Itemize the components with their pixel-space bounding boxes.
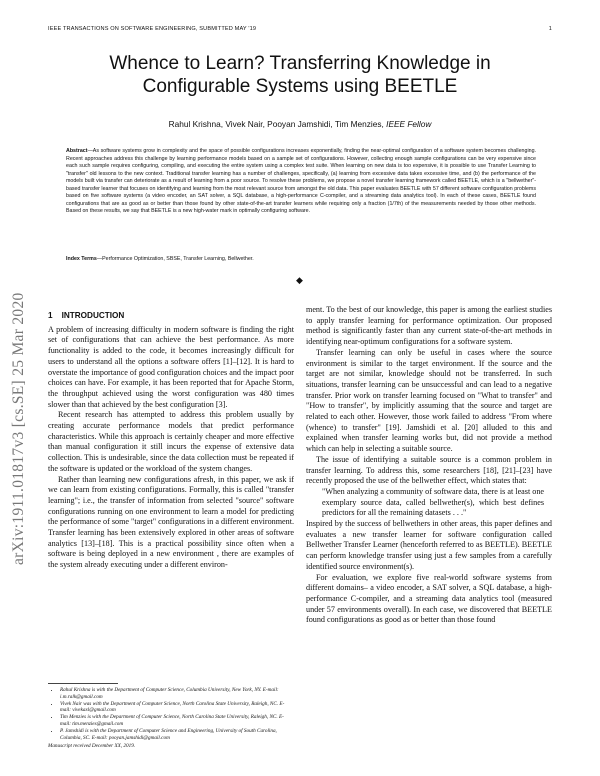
index-terms-label: Index Terms (66, 256, 97, 262)
author-list (60, 119, 540, 129)
intro-paragraph-1: A problem of increasing difficulty in modern software is finding the right set of configurations that can achieve the best performance. As more functionality is added to the code, it becomes increasingly difficult for users to understand all the options a software offers [1]–[12]. It is hard to overstate the importance of good configuration choices and the impact poor choices can have. For example, it has been reported that for Apache Storm, the throughput achieved using the worst configuration was 480 times slower than that achieved by the best configuration [3]. (48, 324, 294, 409)
footnote-item: • P. Jamshidi is with the Department of Computer Science and Engineering, University of South Carolina, Columbia, SC. E-mail: pooyan.jamshidi@gmail.com (60, 728, 294, 741)
right-paragraph-4: For evaluation, we explore five real-world software systems from different domains– a video encoder, a SAT solver, a SQL database, a high-performance C-compiler, and a streaming data analytics tool (measured under 57 environments overall). In each case, we discovered that BEETLE found configurations as good as or better than those found (306, 572, 552, 625)
footnote-item: • Tim Menzies is with the Department of Computer Science, North Carolina State University, Raleigh, NC. E-mail: tim.menzies@gmail.com (60, 714, 294, 727)
footnote-item: • Vivek Nair was with the Department of Computer Science, North Carolina State University, Raleigh, NC. E-mail: vivekaxl@gmail.com (60, 701, 294, 714)
author-names: Rahul Krishna, Vivek Nair, Pooyan Jamshidi, Tim Menzies, (168, 119, 384, 129)
abstract-text: —As software systems grow in complexity and the space of possible configurations increases exponentially, finding the near-optimal configuration of a software system becomes challenging. Recent approaches address this challenge by learning performance models based on a sample set of configurations. However, collecting enough sample configurations can be very expensive since each such sample requires configuring, compiling, and executing the entire system using a complex test suite. When learning on new data is too expensive, it is possible to use Transfer Learning to "transfer" old lessons to the new context. Traditional transfer learning has a number of challenges, specifically, (a) learning from excessive data takes excessive time, and (b) the performance of the models built via transfer can deteriorate as a result of learning from a poor source. To resolve these problems, we propose a novel transfer learning framework called BEETLE, which is a "bellwether"-based transfer learner that focuses on identifying and learning from the most relevant source from amongst the old data. This paper evaluates BEETLE with 57 different software configuration problems based on five software systems (a video encoder, an SAT solver, a SQL database, a high-performance C-compiler, and a streaming data analytics tool). In each of these cases, BEETLE found configurations that are as good as or better than those found by other state-of-the-art transfer learners while requiring only a fraction (1/7th) of the measurements needed by those other methods. Based on these results, we say that BEETLE is a new high-water mark in optimally configuring software. (66, 148, 536, 214)
right-paragraph-1: Transfer learning can only be useful in cases where the source environment is similar to the target environment. If the source and the target are not similar, knowledge should not be transferred. In such situations, transfer learning can be unsuccessful and can lead to a negative transfer. Prior work on transfer learning focused on "What to transfer" and "How to transfer", by implicitly assuming that the source and target are related to each other. However, those work failed to address "From where (whence) to transfer" [19]. Jamshidi et al. [20] alluded to this and explained when transfer learning works but, did not provide a method which can help in selecting a suitable source. (306, 347, 552, 454)
abstract-label: Abstract (66, 148, 88, 154)
index-terms-text: —Performance Optimization, SBSE, Transfer Learning, Bellwether. (96, 256, 254, 262)
manuscript-note: Manuscript received December XX, 2019. (48, 743, 136, 750)
author-title: IEEE Fellow (386, 119, 432, 129)
right-paragraph-2: The issue of identifying a suitable source is a common problem in transfer learning. To address this, some researchers [18], [21]–[23] have recently proposed the use of the bellwether effect, which states that: (306, 454, 552, 486)
right-paragraph-3: Inspired by the success of bellwethers in other areas, this paper defines and evaluates a new transfer learner for software configuration called Bellwether Transfer Learner (henceforth referred to as BEETLE). BEETLE can perform knowledge transfer using just a few samples from a carefully identified source environment(s). (306, 519, 552, 571)
section-heading (48, 311, 294, 322)
right-paragraph-0: ment. To the best of our knowledge, this paper is among the earliest studies to apply transfer learning for performance optimization. Our proposed method is significantly faster than any current state-of-the-art methods in identifying near-optimum configurations for a software system. (306, 305, 552, 347)
divider-diamond-icon: ◆ (296, 275, 303, 285)
page-number: 1 (548, 26, 552, 32)
journal-name: IEEE TRANSACTIONS ON SOFTWARE ENGINEERING, SUBMITTED MAY '19 (48, 26, 257, 32)
right-column (306, 305, 552, 626)
section-number: 1 (48, 311, 53, 320)
intro-paragraph-3: Rather than learning new configurations afresh, in this paper, we ask if we can learn from existing configurations. Formally, this is called "transfer learning"; i.e., the transfer of information from selected "source" software configurations running on one environment to learn a model for predicting the performance of some "target" configurations in a different environment. Transfer learning has been extensively explored in other areas of software analytics [13]–[18]. This is a practical possibility since often when a software is being deployed in a new environment , there are examples of the system already executing under a different environ- (48, 474, 294, 570)
abstract (66, 148, 536, 216)
running-header (48, 26, 552, 32)
footnote-rule (48, 683, 118, 684)
bellwether-quote: "When analyzing a community of software data, there is at least one exemplary source data, called bellwether(s), which best defines predictors for all the remaining datasets . . ." (322, 486, 544, 518)
section-title-rest: NTRODUCTION (63, 311, 125, 320)
section-title-initial: I (61, 311, 64, 320)
intro-paragraph-2: Recent research has attempted to address this problem usually by creating accurate performance models that predict performance characteristics. While this approach is certainly cheaper and more effective than manual configuration it still incurs the expense of extensive data collection. This is undesirable, since the data collection must be repeated if the software is updated or the workload of the system changes. (48, 410, 294, 473)
footnote-item: • Rahul Krishna is with the Department of Computer Science, Columbia University, New York, NY. E-mail: i.m.ralk@gmail.com (60, 687, 294, 700)
arxiv-stamp: arXiv:1911.01817v3 [cs.SE] 25 Mar 2020 (10, 292, 27, 565)
footnotes (48, 683, 294, 750)
paper-title: Whence to Learn? Transferring Knowledge in Configurable Systems using BEETLE (109, 53, 491, 97)
index-terms (66, 256, 536, 262)
left-column (48, 311, 294, 571)
